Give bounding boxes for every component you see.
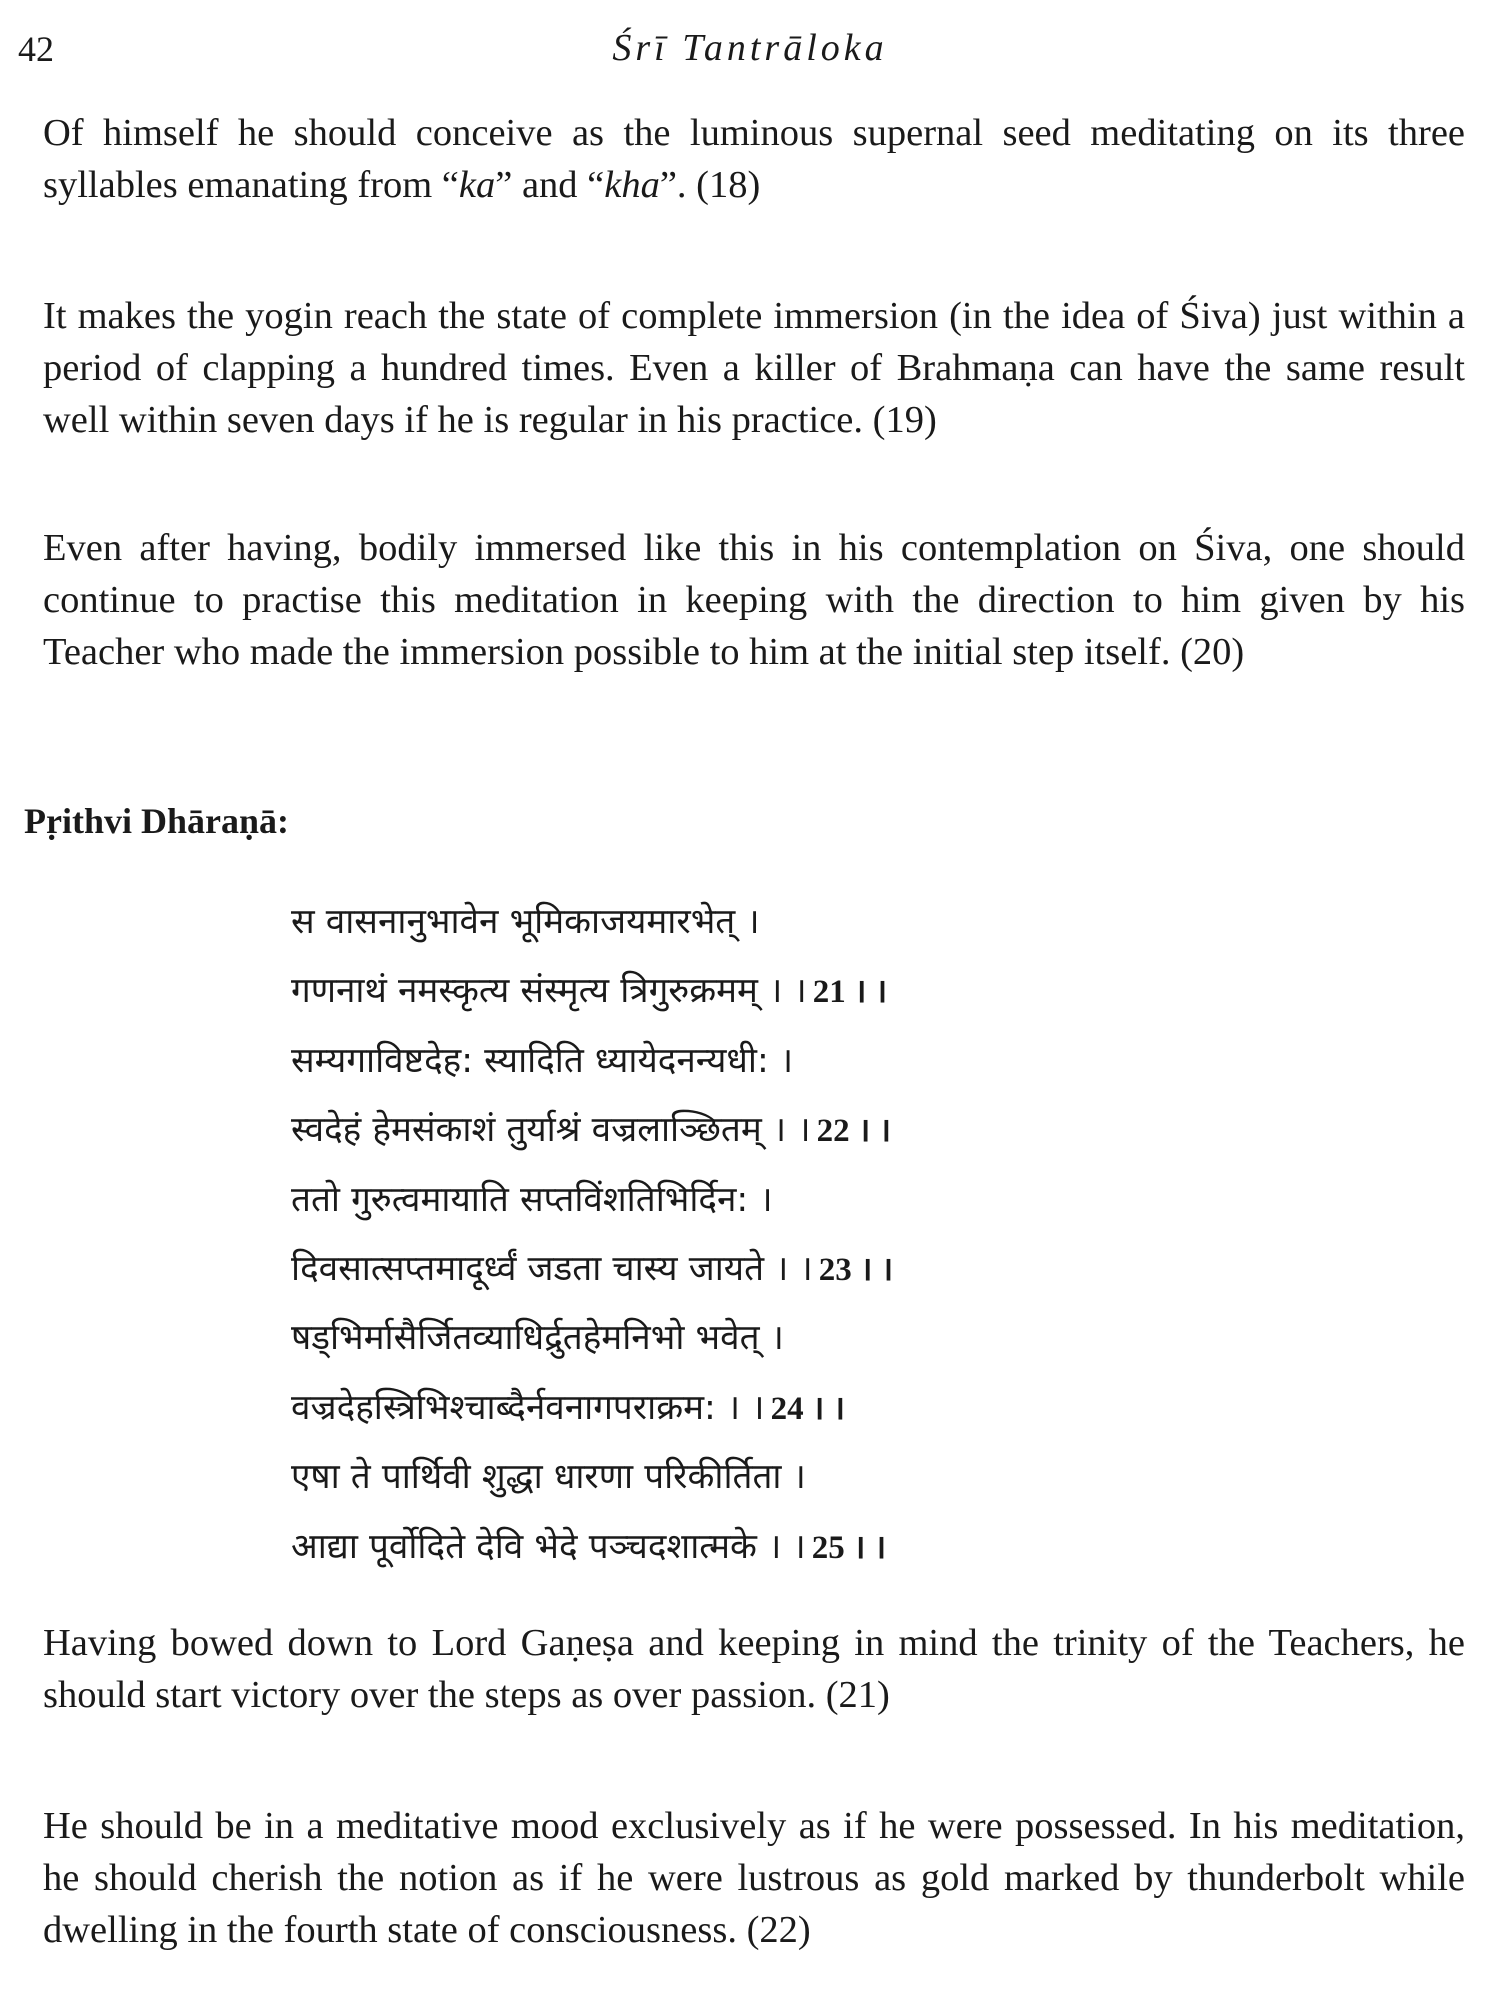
verse-line — [291, 888, 1291, 957]
translation-verse-21: Having bowed down to Lord Gaṇeṣa and keeping in mind the trinity of the Teachers, he should start victory over the steps as over passion. (21) — [43, 1622, 1465, 1716]
verse-number: 21 । । — [812, 974, 888, 1011]
verse-text: गणनाथं नमस्कृत्य संस्मृत्य त्रिगुरुक्रमम् । । — [291, 971, 807, 1012]
verse-number: 24 । । — [770, 1390, 846, 1427]
section-heading: Pṛithvi Dhāraṇā: — [24, 801, 289, 841]
verse-line — [291, 1027, 1291, 1096]
verse-line — [291, 1235, 1291, 1304]
syllable-ka: ka — [458, 164, 496, 206]
verse-number: 25 । । — [811, 1529, 887, 1566]
verse-text: आद्या पूर्वोदिते देवि भेदे पञ्चदशात्मके । । — [291, 1526, 806, 1567]
verse-line — [291, 1166, 1291, 1235]
running-title: Śrī Tantrāloka — [612, 27, 888, 69]
page-number: 42 — [18, 29, 54, 69]
verse-text: दिवसात्सप्तमादूर्ध्वं जडता चास्य जायते । । — [291, 1248, 813, 1289]
verse-text: वज्रदेहस्त्रिभिश्चाब्दैर्नवनागपराक्रम: । । — [291, 1387, 765, 1428]
verse-line — [291, 1443, 1291, 1512]
verse-text: सम्यगाविष्टदेह: स्यादिति ध्यायेदनन्यधी: । — [291, 1040, 794, 1081]
syllable-kha: kha — [604, 164, 660, 206]
verse-number: 22 । । — [816, 1113, 892, 1150]
verse-text: स वासनानुभावेन भूमिकाजयमारभेत् । — [291, 902, 760, 942]
verse-number: 23 । । — [818, 1251, 894, 1288]
verse-text: ततो गुरुत्वमायाति सप्तविंशतिभिर्दिन: । — [291, 1179, 773, 1220]
verse-line — [291, 957, 1291, 1026]
paragraph-text: Of himself he should conceive as the luminous supernal seed meditating on its three syllables emanating from “ — [43, 112, 1465, 206]
paragraph-text: ”. (18) — [659, 164, 761, 206]
verse-line — [291, 1096, 1291, 1165]
sanskrit-verses — [291, 888, 1291, 1582]
verse-line — [291, 1513, 1291, 1582]
paragraph-text: ” and “ — [495, 164, 605, 206]
verse-line — [291, 1374, 1291, 1443]
paragraph-verse-20: Even after having, bodily immersed like this in his contemplation on Śiva, one should continue to practise this meditation in keeping with the direction to him given by his Teacher who made the immersion possible to him at the initial step itself. (20) — [43, 527, 1465, 673]
paragraph-verse-19: It makes the yogin reach the state of complete immersion (in the idea of Śiva) just within a period of clapping a hundred times. Even a killer of Brahmaṇa can have the same result well within seven days if he is regular in his practice. (19) — [43, 295, 1465, 441]
verse-line — [291, 1304, 1291, 1373]
translation-verse-22: He should be in a meditative mood exclusively as if he were possessed. In his meditation, he should cherish the notion as if he were lustrous as gold marked by thunderbolt while dwelling in the fourth state of consciousness. (22) — [43, 1805, 1465, 1951]
verse-text: एषा ते पार्थिवी शुद्धा धारणा परिकीर्तिता । — [291, 1457, 806, 1498]
verse-text: स्वदेहं हेमसंकाशं तुर्याश्रं वज्रलाञ्छितम् । । — [291, 1110, 811, 1151]
paragraph-verse-18 — [43, 107, 1465, 211]
verse-text: षड्भिर्मासैर्जितव्याधिर्द्रुतहेमनिभो भवेत् । — [291, 1318, 784, 1359]
